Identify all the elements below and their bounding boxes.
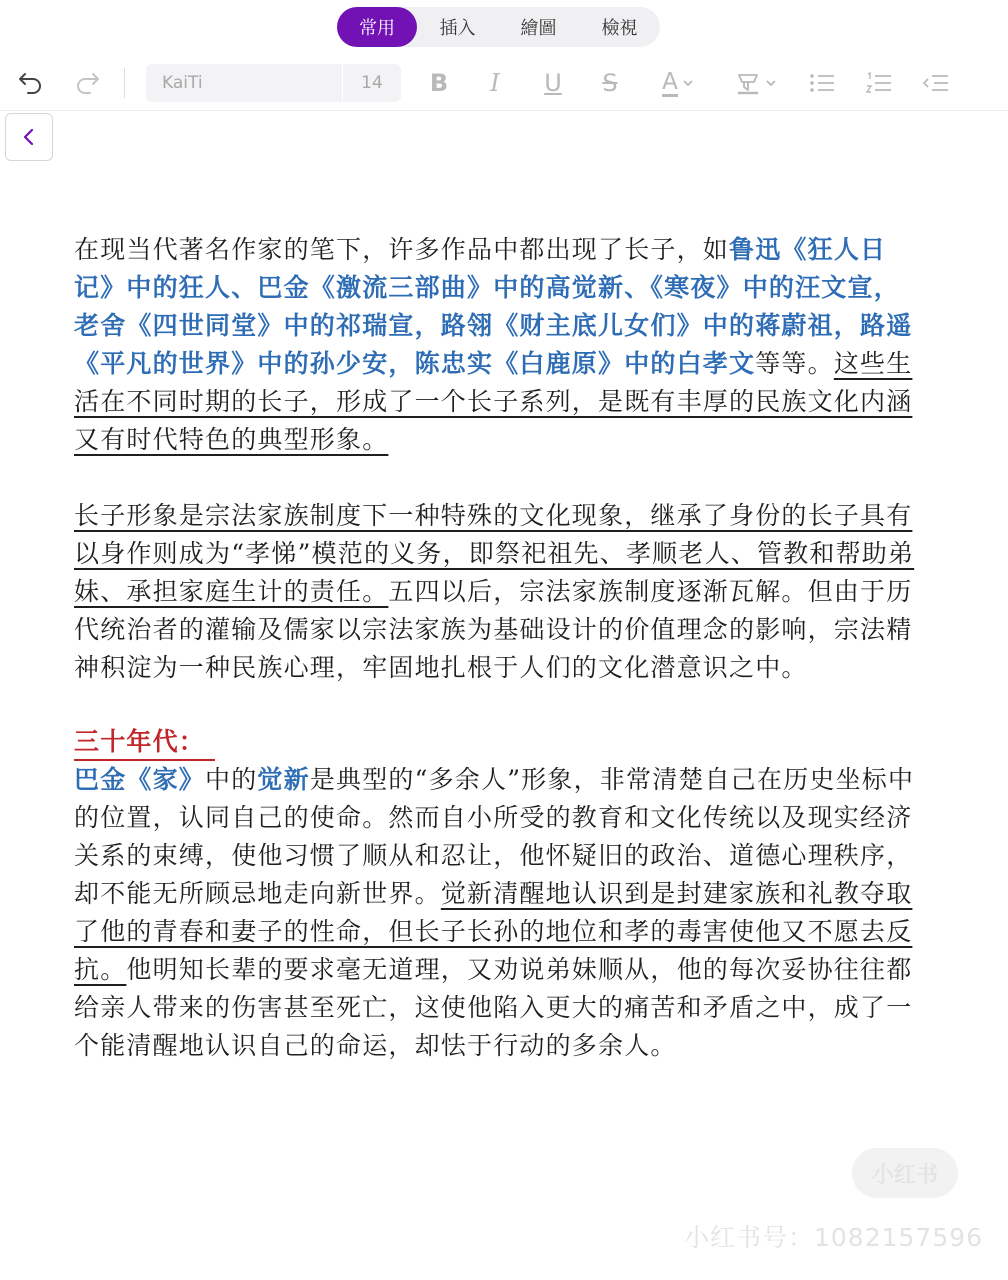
formatting-toolbar	[0, 54, 1008, 112]
bullet-list-button[interactable]	[806, 54, 838, 112]
paragraph-2	[74, 497, 920, 687]
undo-button[interactable]	[14, 54, 48, 112]
p1-etc-text: 等等。	[755, 349, 834, 378]
outdent-icon	[922, 71, 950, 95]
toolbar-bottom-border	[0, 110, 1008, 111]
highlighter-icon	[735, 70, 761, 96]
bold-button[interactable]: B	[429, 69, 449, 97]
p1-underlined-summary: 这些生活在不同时期的长子，形成了一个长子系列，是既有丰厚的民族文化内涵又有时代特色的典型形象。	[74, 349, 913, 454]
p3-analysis-text: 是典型的“多余人”形象，非常清楚自己在历史坐标中的位置，认同自己的使命。然而自小所受的教育和文化传统以及现实经济关系的束缚，使他习惯了顺从和忍让，他怀疑旧的政治、道德心理秩序，却不能无所顾忌地走向新世界。	[74, 765, 915, 908]
p1-intro-text: 在现当代著名作家的笔下，许多作品中都出现了长子，如	[74, 235, 730, 264]
font-family-select[interactable]: KaiTi	[146, 64, 342, 102]
redo-button[interactable]	[70, 54, 104, 112]
p2-underlined-definition: 长子形象是宗法家族制度下一种特殊的文化现象，继承了身份的长子具有以身作则成为“孝悌”模范的义务，即祭祀祖先、孝顺老人、管教和帮助弟妹、承担家庭生计的责任。	[74, 501, 915, 606]
p3-character-name: 觉新	[257, 765, 310, 794]
redo-icon	[72, 68, 102, 98]
tab-draw[interactable]: 繪圖	[520, 18, 557, 39]
watermark-text: 小红书号：1082157596	[684, 1223, 984, 1252]
paragraph-gap	[74, 459, 920, 497]
back-button[interactable]	[5, 113, 53, 161]
numbered-list-button[interactable]	[863, 54, 895, 112]
section-heading-1930s: 三十年代：	[74, 725, 215, 761]
tab-home[interactable]: 常用	[337, 7, 417, 47]
highlighter-button[interactable]	[730, 54, 782, 112]
chevron-down-icon	[682, 78, 694, 88]
italic-button[interactable]: I	[490, 69, 500, 97]
undo-icon	[16, 68, 46, 98]
tab-view[interactable]: 檢視	[601, 18, 638, 39]
watermark-logo: 小红书	[852, 1148, 958, 1198]
toolbar-divider	[124, 68, 125, 98]
outdent-button[interactable]	[920, 54, 952, 112]
paragraph-3	[74, 761, 920, 1065]
p3-conclusion-text: 他明知长辈的要求毫无道理，又劝说弟妹顺从，他的每次妥协往往都给亲人带来的伤害甚至死亡，这使他陷入更大的痛苦和矛盾之中，成了一个能清醒地认识自己的命运，却怯于行动的多余人。	[74, 955, 913, 1060]
strikethrough-button[interactable]: S	[602, 69, 618, 97]
underline-button[interactable]: U	[544, 69, 562, 97]
chevron-down-icon	[765, 78, 777, 88]
font-size-select[interactable]: 14	[343, 64, 401, 102]
tab-insert[interactable]: 插入	[439, 18, 476, 39]
p2-context-text: 五四以后，宗法家族制度逐渐瓦解。但由于历代统治者的灌输及儒家以宗法家族为基础设计的价值理念的影响，宗法精神积淀为一种民族心理，牢固地扎根于人们的文化潜意识之中。	[74, 577, 913, 682]
font-color-button[interactable]	[652, 54, 704, 112]
p3-work-title: 巴金《家》	[74, 765, 206, 794]
paragraph-1	[74, 231, 920, 459]
numbered-list-icon	[865, 71, 893, 95]
note-page[interactable]	[74, 231, 920, 1065]
chevron-left-icon	[21, 127, 37, 147]
ribbon-tab-bar	[337, 7, 660, 47]
font-color-icon: A	[662, 68, 678, 95]
p1-works-list: 鲁迅《狂人日记》中的狂人、巴金《激流三部曲》中的高觉新、《寒夜》中的汪文宣，老舍《四世同堂》中的祁瑞宣，路翎《财主底儿女们》中的蒋蔚祖，路遥《平凡的世界》中的孙少安，陈忠实《白鹿原》中的白孝文	[74, 235, 913, 378]
bullet-list-icon	[808, 71, 836, 95]
p3-connector-text: 中的	[205, 765, 258, 794]
paragraph-gap	[74, 687, 920, 725]
p3-underlined-insight: 觉新清醒地认识到是封建家族和礼教夺取了他的青春和妻子的性命，但长子长孙的地位和孝的毒害使他又不愿去反抗。	[74, 879, 913, 984]
